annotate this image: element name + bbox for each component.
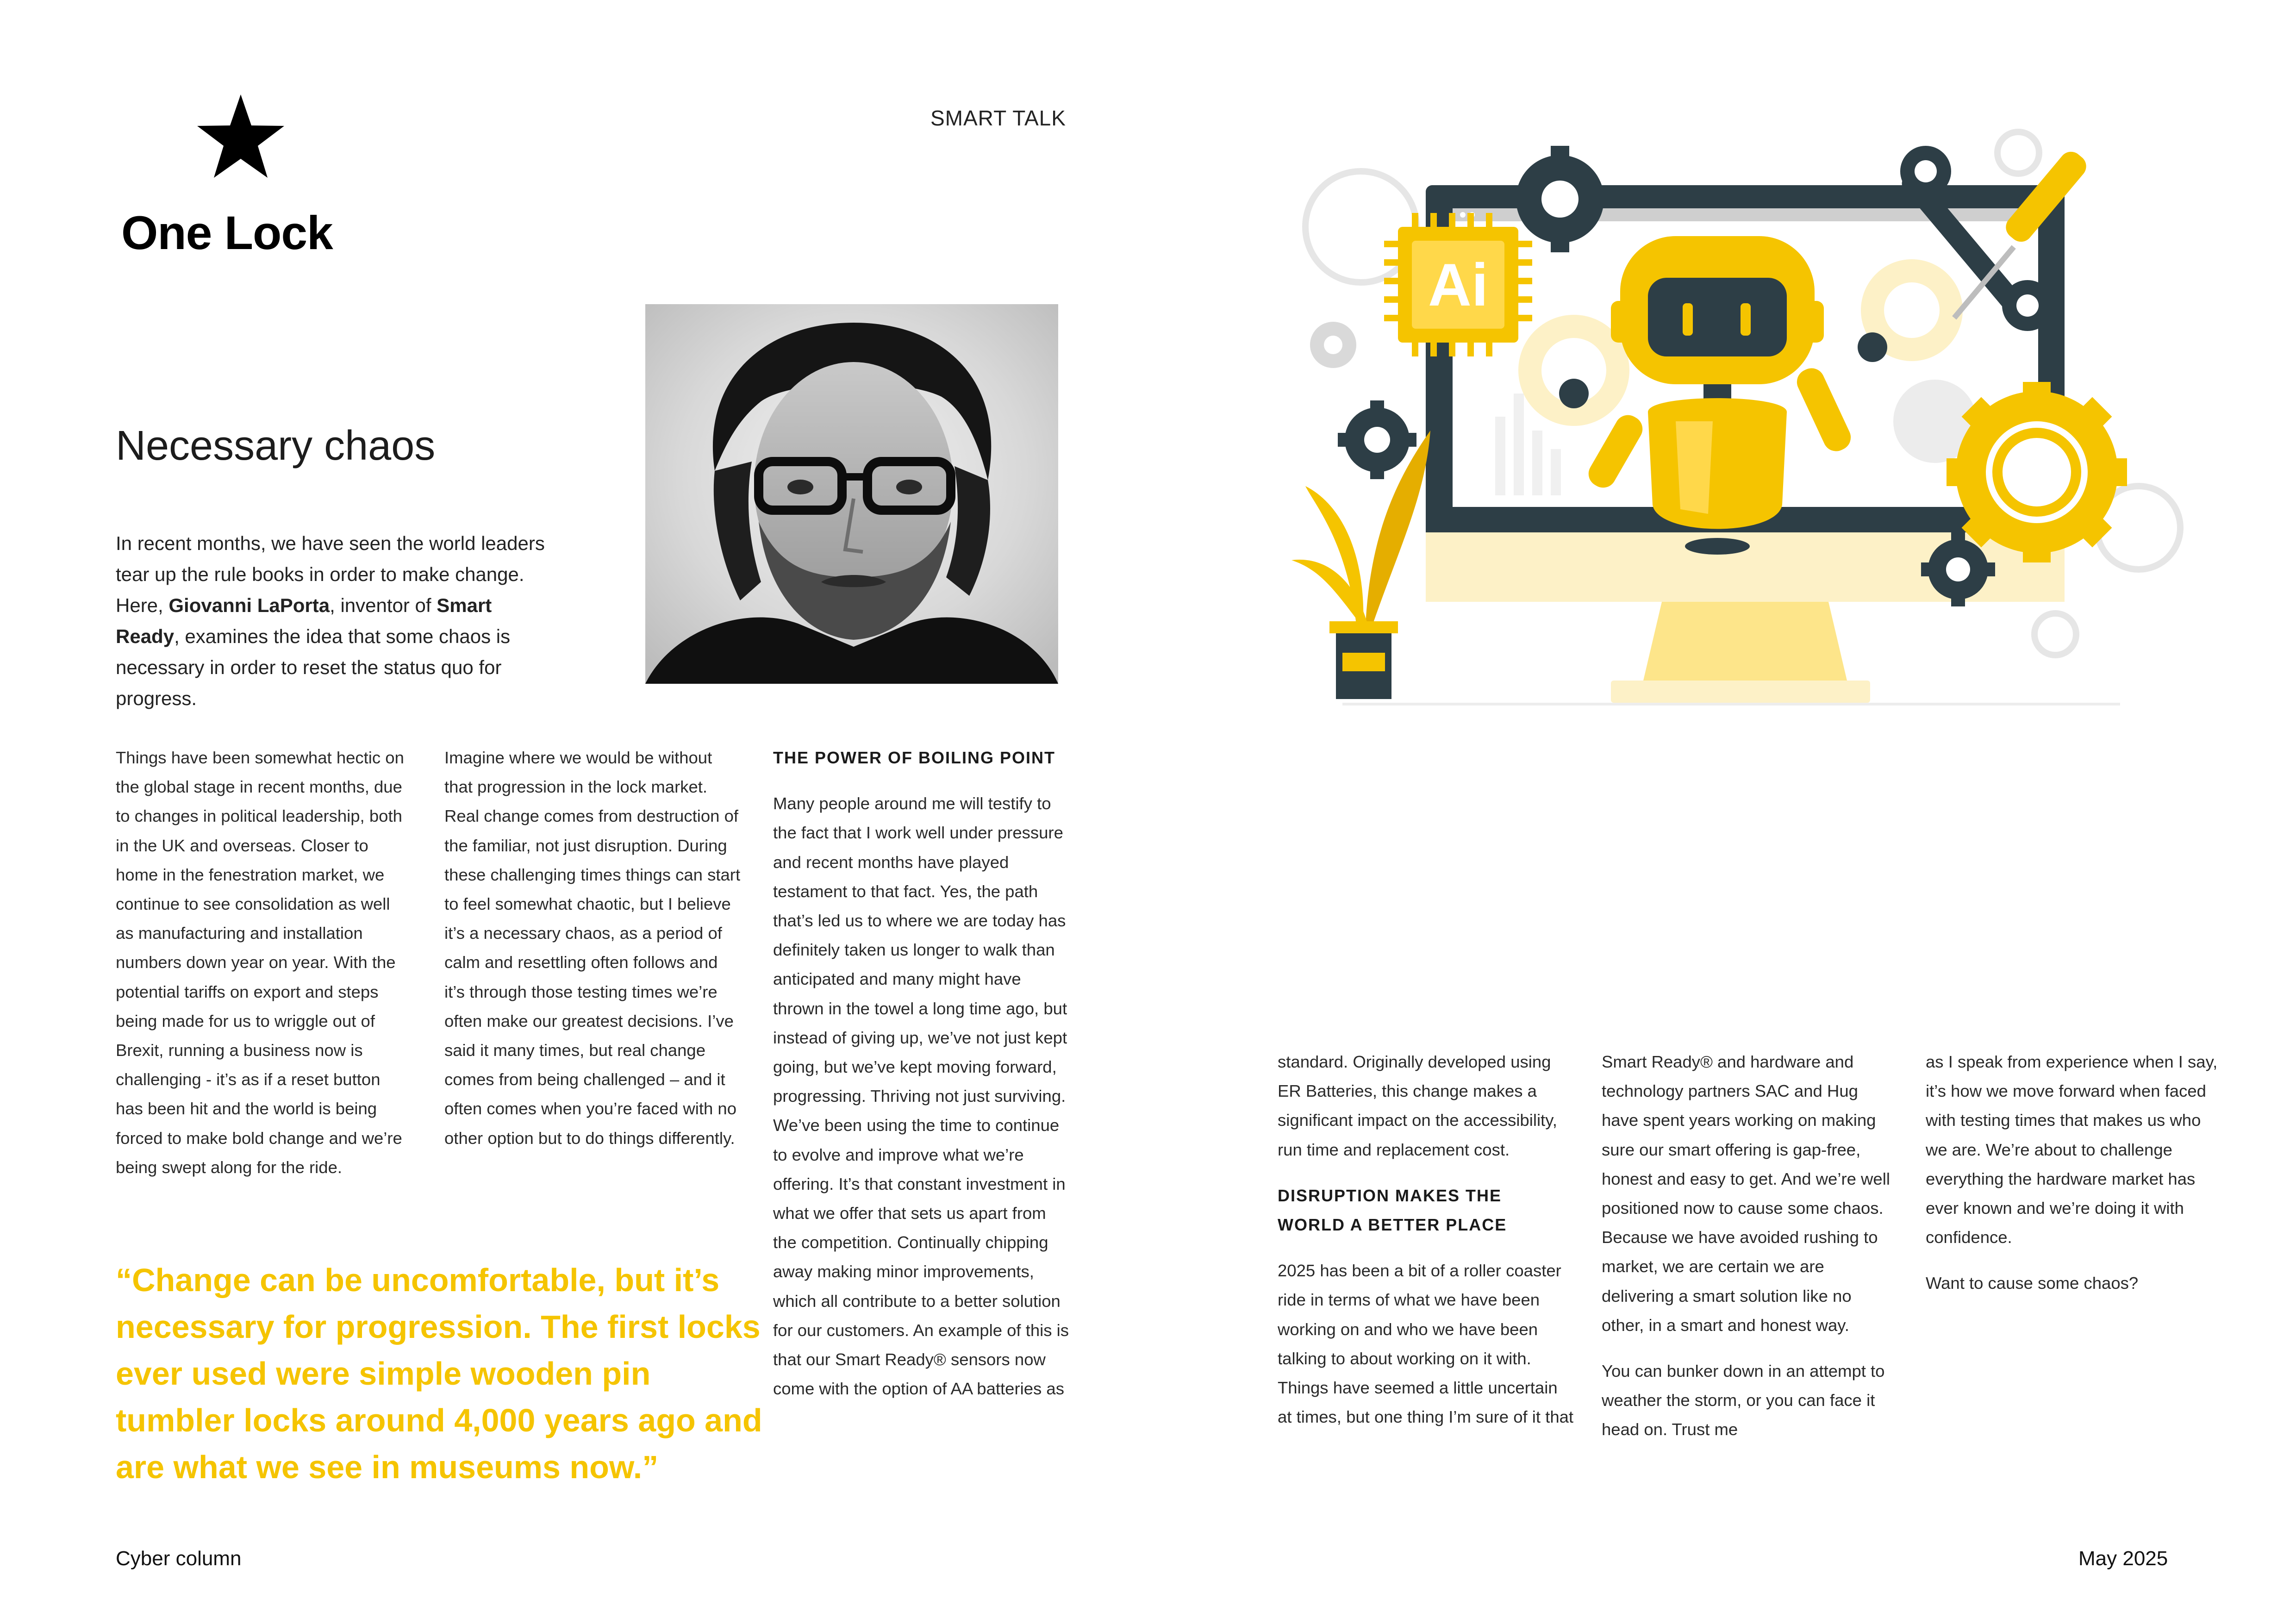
intro-text: , inventor of (330, 594, 437, 616)
body-paragraph: Many people around me will testify to the fact that I work well under pressure and recent months have played testament to that fact. Yes, the path that’s led us to where we are today has definitely taken us longer to walk than anticipated and many might have thrown in the towel a long time ago, but instead of giving up, we’ve not just kept going, but we’ve kept moving forward, progressing. Thriving not just surviving. We’ve been using the time to continue to evolve and improve what we’re offering. It’s that constant investment in what we offer that sets us apart from the competition. Continually chipping away making minor improvements, which all contribute to a better solution for our customers. An example of this is that our Smart Ready® sensors now come with the option of AA batteries as (773, 794, 1069, 1399)
body-paragraph: Smart Ready® and hardware and technology partners SAC and Hug have spent years working on making sure our smart offering is gap-free, honest and easy to get. And we’re well positioned now to cause some chaos. Because we have avoided rushing to market, we are certain we are delivering a smart solution like no other, in a smart and honest way. (1602, 1052, 1890, 1335)
running-head: SMART TALK (930, 106, 1066, 130)
product-name: Smart Ready (116, 594, 492, 647)
body-column-3 (773, 743, 1069, 1403)
intro-text: , examines the idea that some chaos is necessary in order to reset the status quo for progress. (116, 625, 511, 709)
body-column-6 (1926, 1047, 2222, 1298)
body-column-4 (1278, 1047, 1574, 1431)
body-paragraph: 2025 has been a bit of a roller coaster ride in terms of what we have been working on and who we have been talking to about working on it with. Things have seemed a little uncertain at times, but one thing I’m sure of it that (1278, 1261, 1574, 1427)
article-title: Necessary chaos (116, 423, 436, 469)
author-name: Giovanni LaPorta (168, 594, 330, 616)
body-column-5 (1602, 1047, 1898, 1444)
subheading: THE POWER OF BOILING POINT (773, 748, 1055, 767)
body-paragraph: You can bunker down in an attempt to weather the storm, or you can face it head on. Trust me (1602, 1362, 1885, 1439)
brand-name: One Lock (121, 206, 333, 259)
robot-illustration (1278, 125, 2185, 708)
article-intro (116, 528, 560, 714)
star-icon (194, 93, 287, 181)
body-column-1 (116, 743, 412, 1182)
footer-section: Cyber column (116, 1547, 242, 1570)
body-paragraph: as I speak from experience when I say, it’s how we move forward when faced with testing times that makes us who we are. We’re about to challenge everything the hardware market has ever known and we’re doing it with confidence. (1926, 1052, 2218, 1247)
plant-icon (1292, 431, 1430, 699)
body-paragraph: Want to cause some chaos? (1926, 1274, 2139, 1293)
body-paragraph: Imagine where we would be without that progression in the lock market. Real change comes from destruction of the familiar, not just disruption. During these challenging times things can start to feel somewhat chaotic, but I believe it’s a necessary chaos, as a period of calm and resettling often follows and it’s through those testing times we’re often make our greatest decisions. I’ve said it many times, but real change comes from being challenged – and it often comes when you’re faced with no other option but to do things differently. (444, 748, 741, 1148)
ai-chip-text: Ai (1428, 251, 1488, 319)
pull-quote: “Change can be uncomfortable, but it’s necessary for progression. The first locks ever used were simple wooden pin tumbler locks around 4,000 years ago and are what we see in museums now.” (116, 1262, 762, 1485)
ai-chip-icon (1384, 213, 1532, 356)
body-paragraph: Things have been somewhat hectic on the global stage in recent months, due to changes in political leadership, both in the UK and overseas. Closer to home in the fenestration market, we continue to see consolidation as well as manufacturing and installation numbers down year on year. With the potential tariffs on export and steps being made for us to wriggle out of Brexit, running a business now is challenging - it’s as if a reset button has been hit and the world is being forced to make bold change and we’re being swept along for the ride. (116, 748, 404, 1177)
intro-text: In recent months, we have seen the world leaders tear up the rule books in order to make change. Here, (116, 532, 545, 616)
body-column-2 (444, 743, 741, 1153)
author-portrait (645, 304, 1058, 684)
footer-date: May 2025 (2078, 1547, 2168, 1570)
body-paragraph: standard. Originally developed using ER Batteries, this change makes a significant impact on the accessibility, run time and replacement cost. (1278, 1052, 1557, 1159)
subheading: DISRUPTION MAKES THE WORLD A BETTER PLACE (1278, 1186, 1507, 1235)
portrait-illustration (645, 304, 1058, 684)
